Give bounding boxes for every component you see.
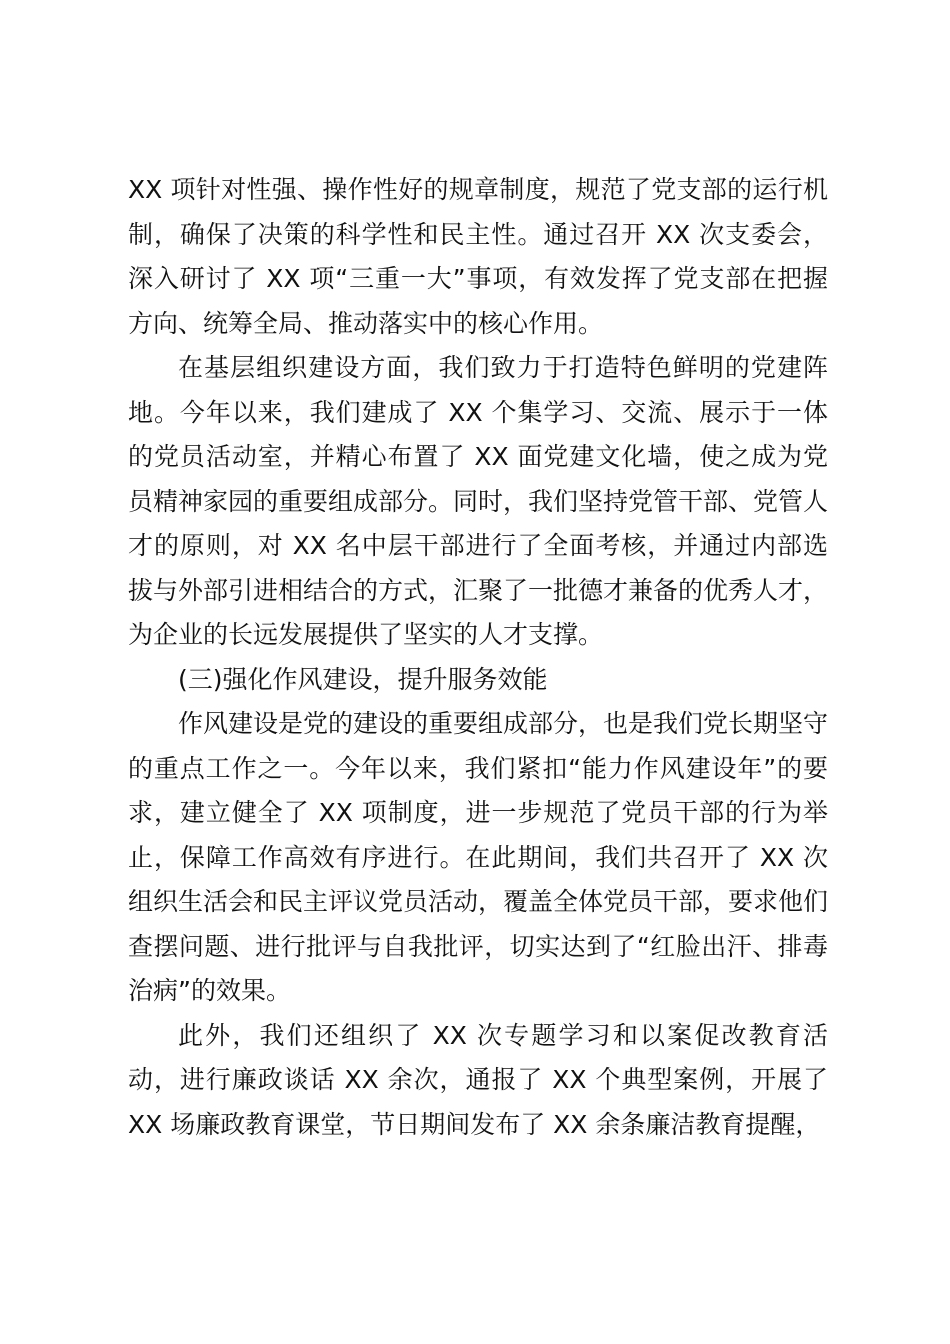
document-body: [128, 168, 828, 1147]
paragraph-work-style: 作风建设是党的建设的重要组成部分，也是我们党长期坚守的重点工作之一。今年以来，我们紧扣“能力作风建设年”的要求，建立健全了 XX 项制度，进一步规范了党员干部的行为举止，保障工作高效有序进行。在此期间，我们共召开了 XX 次组织生活会和民主评议党员活动，覆盖全体党员干部，要求他们查摆问题、进行批评与自我批评，切实达到了“红脸出汗、排毒治病”的效果。: [128, 709, 829, 1005]
paragraph-integrity-education: 此外，我们还组织了 XX 次专题学习和以案促改教育活动，进行廉政谈话 XX 余次，通报了 XX 个典型案例，开展了 XX 场廉政教育课堂，节日期间发布了 XX 余条廉洁教育提醒，: [128, 1020, 828, 1139]
paragraph-grassroots-organization: 在基层组织建设方面，我们致力于打造特色鲜明的党建阵地。今年以来，我们建成了 XX 个集学习、交流、展示于一体的党员活动室，并精心布置了 XX 面党建文化墙，使之成为党员精神家园的重要组成部分。同时，我们坚持党管干部、党管人才的原则，对 XX 名中层干部进行了全面考核，并通过内部选拔与外部引进相结合的方式，汇聚了一批德才兼备的优秀人才，为企业的长远发展提供了坚实的人才支撑。: [128, 353, 829, 649]
paragraph-continued: XX 项针对性强、操作性好的规章制度，规范了党支部的运行机制，确保了决策的科学性和民主性。通过召开 XX 次支委会，深入研讨了 XX 项“三重一大”事项，有效发挥了党支部在把握方向、统筹全局、推动落实中的核心作用。: [128, 175, 828, 338]
section-heading-work-style: (三)强化作风建设，提升服务效能: [178, 664, 548, 694]
